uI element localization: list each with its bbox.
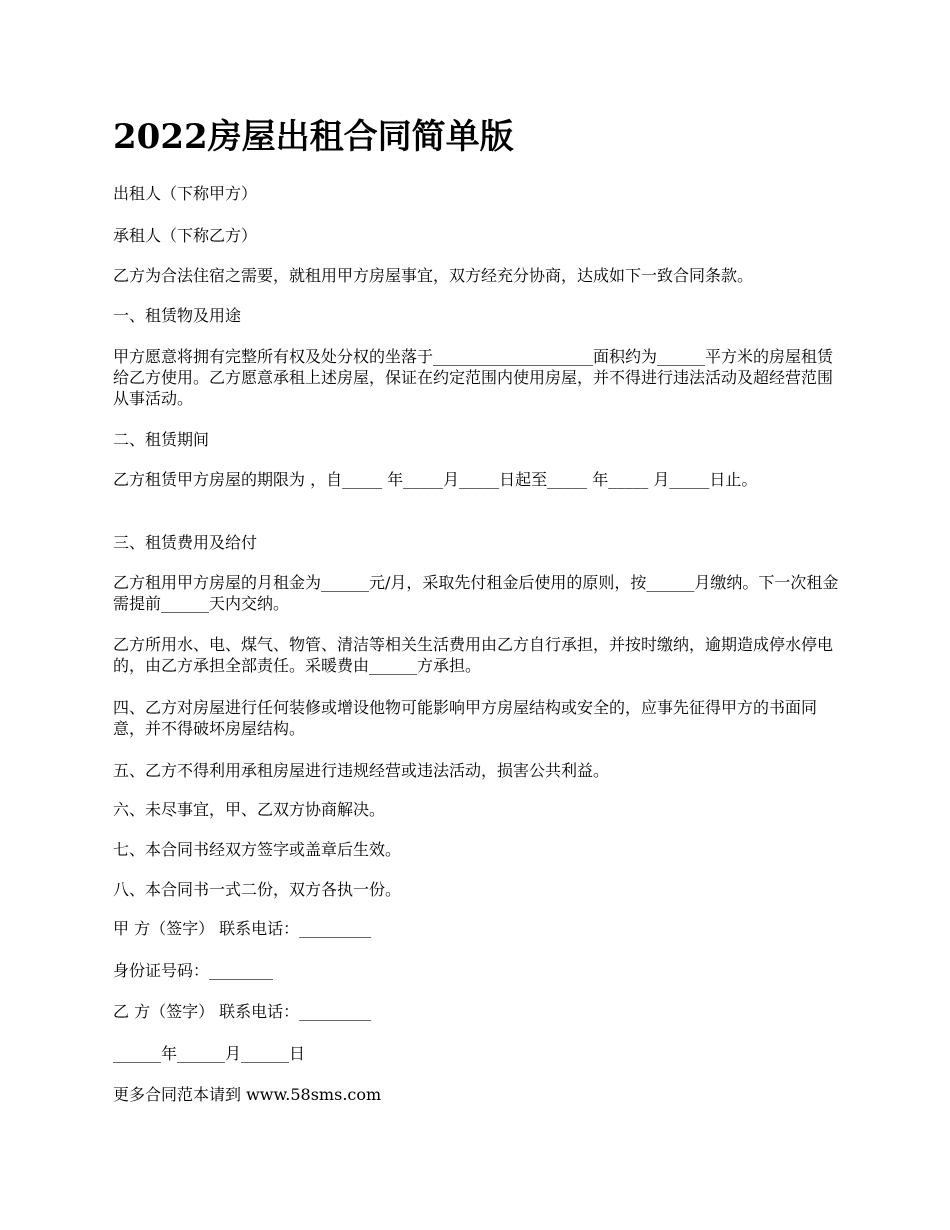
section-1-body: 甲方愿意将拥有完整所有权及处分权的坐落于____________________面积约为______平方米的房屋租赁给乙方使用。乙方愿意承租上述房屋，保证在约定范围内使用房屋，并不得进行违法活动及超经营范围从事活动。	[113, 347, 834, 408]
section-6-paragraph: 六、未尽事宜，甲、乙双方协商解决。	[113, 800, 386, 819]
party-a-signature-line: 甲 方（签字） 联系电话：_________	[113, 919, 372, 938]
section-3-utilities-paragraph: 乙方所用水、电、煤气、物管、清洁等相关生活费用由乙方自行承担，并按时缴纳，逾期造成停水停电的，由乙方承担全部责任。采暖费由______方承担。	[113, 635, 834, 675]
document-title: 2022房屋出租合同简单版	[113, 117, 514, 157]
section-1-heading: 一、租赁物及用途	[113, 306, 242, 325]
lessor-line: 出租人（下称甲方）	[113, 184, 258, 203]
lessee-line: 承租人（下称乙方）	[113, 226, 258, 245]
section-7-paragraph: 七、本合同书经双方签字或盖章后生效。	[113, 840, 402, 859]
section-4-paragraph: 四、乙方对房屋进行任何装修或增设他物可能影响甲方房屋结构或安全的，应事先征得甲方的书面同意，并不得破坏房屋结构。	[113, 698, 818, 738]
section-8-paragraph: 八、本合同书一式二份，双方各执一份。	[113, 880, 402, 899]
section-3-heading: 三、租赁费用及给付	[113, 533, 258, 552]
date-line: ______年______月______日	[113, 1044, 306, 1063]
id-number-line: 身份证号码：________	[113, 961, 274, 980]
section-2-heading: 二、租赁期间	[113, 430, 210, 449]
section-2-body: 乙方租赁甲方房屋的期限为 ，自_____ 年_____月_____日起至_____ 年_____ 月_____日止。	[113, 470, 758, 489]
section-5-paragraph: 五、乙方不得利用承租房屋进行违规经营或违法活动，损害公共利益。	[113, 761, 610, 780]
preamble-paragraph: 乙方为合法住宿之需要，就租用甲方房屋事宜，双方经充分协商，达成如下一致合同条款。	[113, 266, 754, 285]
party-b-signature-line: 乙 方（签字） 联系电话：_________	[113, 1002, 372, 1021]
footer-website-line: 更多合同范本请到 www.58sms.com	[113, 1085, 382, 1104]
section-3-rent-paragraph: 乙方租用甲方房屋的月租金为______元/月，采取先付租金后使用的原则，按______月缴纳。下一次租金需提前______天内交纳。	[113, 573, 839, 613]
